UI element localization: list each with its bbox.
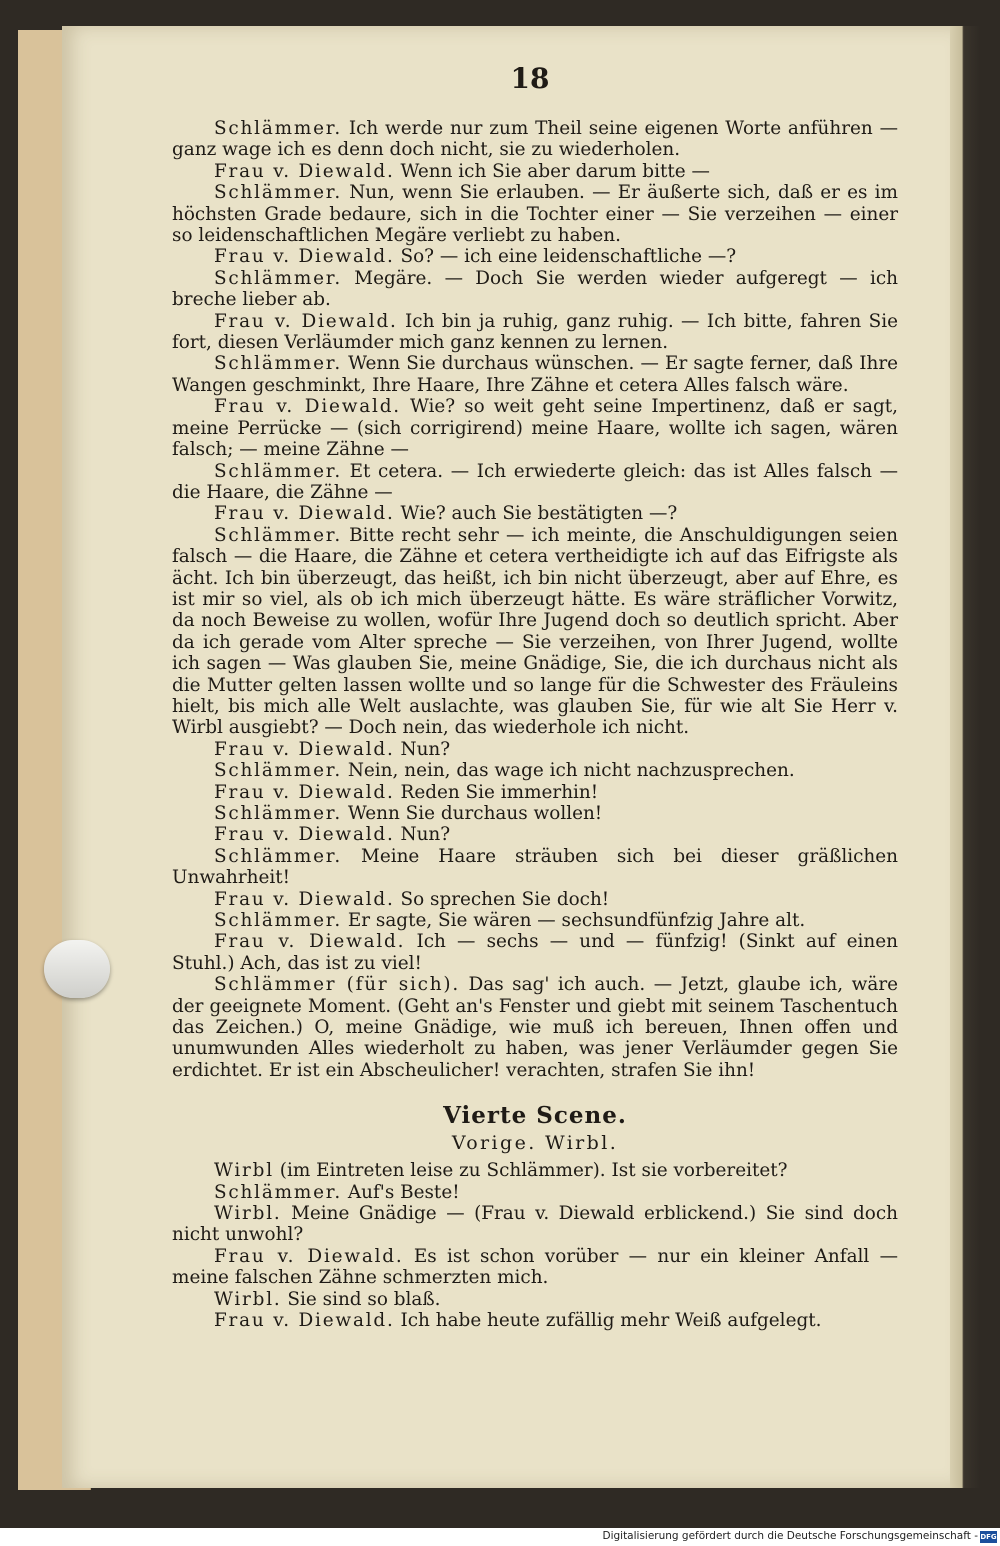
dialogue-text: Ich habe heute zufällig mehr Weiß aufgelegt. <box>400 1309 822 1331</box>
speaker-name: Schlämmer. <box>214 910 342 932</box>
dialogue-text: Et cetera. — Ich erwiederte gleich: das ist Alles falsch — die Haare, die Zähne — <box>172 460 898 503</box>
speaker-name: Wirbl. <box>214 1288 282 1310</box>
dialogue-paragraph <box>172 461 898 504</box>
speaker-name: Schlämmer. <box>214 803 342 824</box>
speaker-name: Frau v. Diewald. <box>214 931 406 953</box>
dialogue-paragraph <box>172 525 898 739</box>
speaker-name: Frau v. Diewald. <box>214 738 395 760</box>
dialogue-text: Wenn Sie durchaus wollen! <box>347 803 603 824</box>
dialogue-block-2 <box>172 1160 898 1331</box>
scene-heading: Vierte Scene. <box>443 1102 627 1130</box>
dialogue-text: Wie? so weit geht seine Impertinenz, daß er sagt, meine Perrücke — (sich corrigirend) meine Haare, wollte ich sagen, wären falsch; — meine Zähne — <box>172 396 898 461</box>
footer-credit: Digitalisierung gefördert durch die Deutsche Forschungsgemeinschaft - <box>602 1530 978 1542</box>
speaker-name: Schlämmer. <box>214 118 342 139</box>
dialogue-text: Reden Sie immerhin! <box>400 781 599 803</box>
dialogue-text: Wenn ich Sie aber darum bitte — <box>400 160 710 182</box>
page-clip <box>44 940 110 998</box>
page-number: 18 <box>510 62 550 95</box>
speaker-name: Frau v. Diewald. <box>214 503 395 525</box>
scene-cast: Vorige. Wirbl. <box>451 1131 619 1154</box>
dialogue-paragraph <box>172 1182 898 1203</box>
dialogue-text: So sprechen Sie doch! <box>400 888 610 910</box>
dialogue-text: Nein, nein, das wage ich nicht nachzusprechen. <box>347 760 795 782</box>
dialogue-paragraph <box>172 803 898 824</box>
speaker-name: Schlämmer. <box>214 845 342 867</box>
speaker-name: Frau v. Diewald. <box>214 396 401 418</box>
dialogue-text: Ich bin ja ruhig, ganz ruhig. — Ich bitte, fahren Sie fort, diesen Verläumder mich ganz kennen zu lernen. <box>172 310 898 354</box>
dialogue-text: Sie sind so blaß. <box>287 1288 441 1310</box>
speaker-name: Frau v. Diewald. <box>214 824 395 846</box>
dialogue-paragraph <box>172 739 898 760</box>
dialogue-text: Bitte recht sehr — ich meinte, die Anschuldigungen seien falsch — die Haare, die Zähne et cetera vertheidigte ich auf das Eifrigste als ächt. Ich bin überzeugt, das heißt, ich bin nicht überzeugt, aber auf Ehre, es ist mir so viel, als ob ich mich überzeugt hätte. Es wäre sträflicher Vorwitz, da noch Beweise zu wollen, wofür Ihre Jugend doch so deutlich spricht. Aber da ich gerade vom Alter spreche — Sie verzeihen, von Ihrer Jugend, wollte ich sagen — Was glauben Sie, meine Gnädige, Sie, die ich durchaus nicht als die Mutter gelten lassen wollte und so lange für die Schwester des Fräuleins hielt, bis mich alle Welt auslachte, was glauben Sie, für wie alt Sie Herr v. Wirbl ausgiebt? — Doch nein, das wiederhole ich nicht. <box>172 524 898 739</box>
dialogue-text: Ich werde nur zum Theil seine eigenen Worte anführen — ganz wage ich es denn doch nicht, sie zu wiederholen. <box>172 118 898 161</box>
page-text <box>172 118 898 1331</box>
dialogue-paragraph <box>172 1289 898 1310</box>
dialogue-paragraph <box>172 824 898 845</box>
speaker-name: Frau v. Diewald. <box>214 1245 404 1267</box>
speaker-name: Wirbl. <box>214 1202 282 1224</box>
page-edge <box>950 26 980 1488</box>
dialogue-text: Nun, wenn Sie erlauben. — Er äußerte sich, daß er es im höchsten Grade bedaure, sich in die Tochter einer — Sie verzeihen — einer so leidenschaftlichen Megäre verliebt zu haben. <box>172 182 898 247</box>
speaker-name: Schlämmer. <box>214 182 342 204</box>
dialogue-text: Nun? <box>400 824 451 846</box>
dialogue-paragraph <box>172 974 898 1081</box>
dialogue-paragraph <box>172 931 898 974</box>
dialogue-text: Nun? <box>400 738 451 760</box>
speaker-name: Schlämmer. <box>214 760 342 782</box>
dialogue-paragraph <box>172 1246 898 1289</box>
dialogue-paragraph <box>172 1160 898 1181</box>
dialogue-text: Das sag' ich auch. — Jetzt, glaube ich, wäre der geeignete Moment. (Geht an's Fenster und giebt mit seinem Taschentuch das Zeichen.) O, meine Gnädige, wie muß ich bereuen, Ihnen offen und unumwunden Alles wiederholt zu haben, was jener Verläumder gegen Sie erdichtet. Er ist ein Abscheulicher! verachten, strafen Sie ihn! <box>172 974 898 1081</box>
dialogue-text: Meine Gnädige — (Frau v. Diewald erblickend.) Sie sind doch nicht unwohl? <box>172 1202 898 1246</box>
dialogue-paragraph <box>172 1310 898 1331</box>
speaker-name: Frau v. Diewald. <box>214 888 395 910</box>
dialogue-text: Wie? auch Sie bestätigten —? <box>400 503 678 525</box>
dialogue-paragraph <box>172 311 898 354</box>
dialogue-paragraph <box>172 782 898 803</box>
dialogue-text: Er sagte, Sie wären — sechsundfünfzig Jahre alt. <box>347 910 806 932</box>
dfg-logo: DFG <box>980 1533 997 1541</box>
dialogue-paragraph <box>172 161 898 182</box>
dialogue-block-1 <box>172 118 898 1081</box>
dialogue-paragraph <box>172 910 898 931</box>
speaker-name: Schlämmer. <box>214 524 342 546</box>
dialogue-text: Ich — sechs — und — fünfzig! (Sinkt auf einen Stuhl.) Ach, das ist zu viel! <box>172 931 898 974</box>
speaker-name: Frau v. Diewald. <box>214 246 395 268</box>
speaker-name: Wirbl <box>214 1160 274 1182</box>
speaker-name: Schlämmer. <box>214 1181 342 1203</box>
speaker-name: Schlämmer (für sich). <box>214 974 461 996</box>
dialogue-paragraph <box>172 353 898 396</box>
dialogue-paragraph <box>172 889 898 910</box>
dialogue-paragraph <box>172 182 898 246</box>
dialogue-paragraph <box>172 396 898 460</box>
speaker-name: Frau v. Diewald. <box>214 310 398 332</box>
dialogue-text: (im Eintreten leise zu Schlämmer). Ist sie vorbereitet? <box>279 1160 788 1182</box>
speaker-name: Schlämmer. <box>214 353 342 375</box>
speaker-name: Schlämmer. <box>214 460 342 482</box>
dialogue-paragraph <box>172 268 898 311</box>
dialogue-paragraph <box>172 503 898 524</box>
dialogue-paragraph <box>172 246 898 267</box>
dialogue-paragraph <box>172 760 898 781</box>
dialogue-text: Auf's Beste! <box>347 1181 460 1203</box>
dialogue-text: Meine Haare sträuben sich bei dieser gräßlichen Unwahrheit! <box>172 845 898 889</box>
dialogue-text: Es ist schon vorüber — nur ein kleiner Anfall — meine falschen Zähne schmerzten mich. <box>172 1245 898 1289</box>
dialogue-paragraph <box>172 846 898 889</box>
dialogue-text: Wenn Sie durchaus wünschen. — Er sagte ferner, daß Ihre Wangen geschminkt, Ihre Haare, Ihre Zähne et cetera Alles falsch wäre. <box>172 353 898 396</box>
dialogue-paragraph <box>172 118 898 161</box>
speaker-name: Frau v. Diewald. <box>214 781 395 803</box>
dialogue-text: So? — ich eine leidenschaftliche —? <box>400 246 737 268</box>
speaker-name: Frau v. Diewald. <box>214 160 395 182</box>
dialogue-text: Megäre. — Doch Sie werden wieder aufgeregt — ich breche lieber ab. <box>172 267 898 311</box>
speaker-name: Frau v. Diewald. <box>214 1309 395 1331</box>
speaker-name: Schlämmer. <box>214 267 342 289</box>
dialogue-paragraph <box>172 1203 898 1246</box>
